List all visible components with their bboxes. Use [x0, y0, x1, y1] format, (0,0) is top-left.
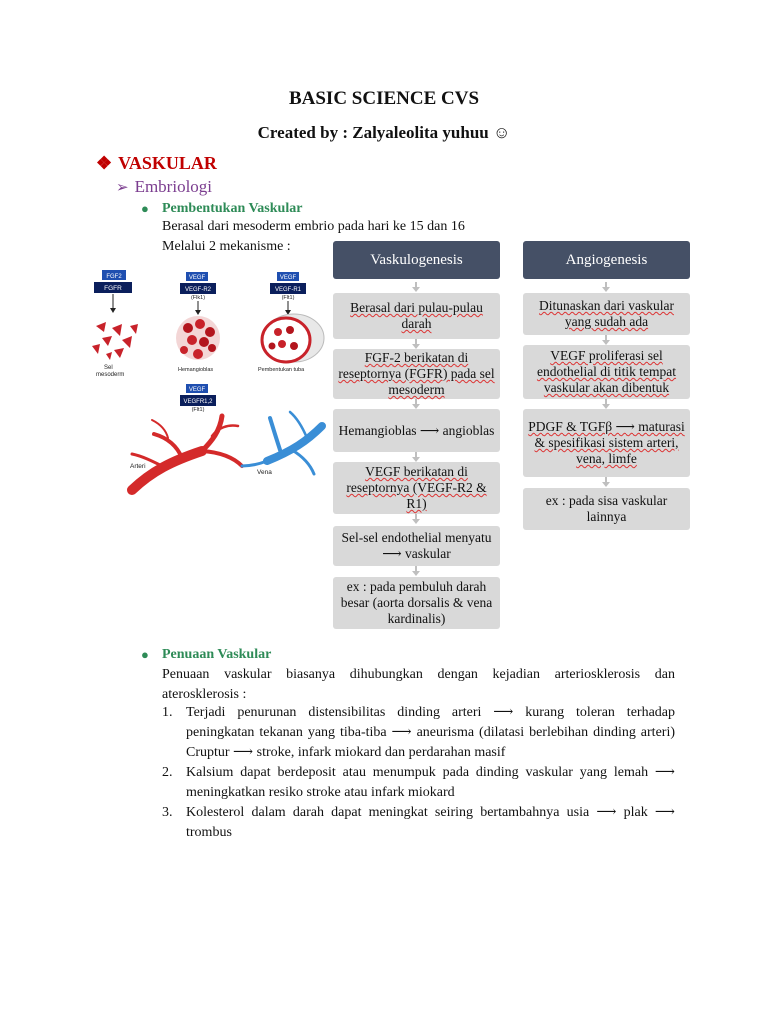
artery-branches — [132, 416, 242, 490]
angiogenesis-step-4 — [523, 488, 690, 530]
fgf2-text: FGF2 — [106, 274, 122, 280]
vegf-label-3: VEGF — [188, 387, 206, 393]
figure-illustration — [82, 266, 327, 502]
flt1-label: (Flt1) — [281, 295, 295, 301]
step-text: VEGF proliferasi sel endothelial di titik tempat vaskular akan dibentuk — [536, 348, 677, 395]
vascular-development-figure — [82, 266, 327, 502]
vegfr1-label: VEGF-R1 — [274, 287, 302, 293]
bullet-dot-icon: ● — [141, 201, 149, 216]
subsection-heading-embriologi — [116, 177, 212, 197]
list-text: Kalsium dapat berdeposit atau menumpuk pada dinding vaskular yang lemah ⟶ meningkatkan resiko stroke atau infark miokard — [186, 765, 675, 800]
paragraph-mekanisme: Melalui 2 mekanisme : — [162, 239, 291, 254]
vegf-label-1: VEGF — [188, 275, 206, 281]
diamond-bullet-icon: ❖ — [96, 153, 113, 173]
section-label: VASKULAR — [118, 153, 217, 173]
arteri-label: Arteri — [130, 463, 146, 470]
tube-formation — [262, 314, 324, 362]
mesoderm-cells — [92, 322, 138, 360]
vaskulogenesis-step-1 — [333, 293, 500, 339]
step-text: Hemangioblas ⟶ angioblas — [338, 422, 495, 438]
vaskulogenesis-step-6 — [333, 577, 500, 629]
hemangioblast-cluster — [176, 316, 220, 360]
step-text: PDGF & TGFβ ⟶ maturasi & spesifikasi sistem arteri, vena, limfe — [528, 419, 685, 466]
list-number: 2. — [162, 765, 173, 780]
vaskulogenesis-step-4 — [333, 462, 500, 514]
bullet-heading-text: Penuaan Vaskular — [162, 647, 272, 662]
vena-label: Vena — [257, 469, 272, 476]
flt1b-label: (Flt1) — [191, 407, 205, 413]
hemangioblas-label: Hemangioblas — [178, 367, 214, 373]
bullet-heading-text: Pembentukan Vaskular — [162, 201, 303, 216]
vegfr2-label: VEGF-R2 — [184, 287, 212, 293]
step-text: Berasal dari pulau-pulau darah — [350, 300, 483, 331]
bullet-heading-penuaan — [141, 647, 272, 663]
list-item — [162, 763, 675, 803]
list-text: Kolesterol dalam darah dapat meningkat seiring bertambahnya usia ⟶ plak ⟶ trombus — [186, 805, 675, 840]
vaskulogenesis-step-3 — [333, 409, 500, 452]
flk1-label: (Flk1) — [190, 295, 206, 301]
document-title: BASIC SCIENCE CVS — [288, 88, 480, 109]
arrow-bullet-icon: ➢ — [116, 180, 129, 196]
mesoderm-label: mesoderm — [96, 372, 125, 378]
step-text: FGF-2 berikatan di reseptornya (FGFR) pada sel mesoderm — [338, 350, 495, 397]
vegf-label-2: VEGF — [279, 275, 297, 281]
penuaan-list — [162, 703, 675, 843]
vaskulogenesis-step-5 — [333, 526, 500, 566]
step-text: VEGF berikatan di reseptornya (VEGF-R2 & R1) — [346, 464, 487, 511]
list-item — [162, 703, 675, 763]
step-text: ex : pada pembuluh darah besar (aorta dorsalis & vena kardinalis) — [340, 579, 493, 626]
angiogenesis-header: Angiogenesis — [523, 241, 690, 279]
subsection-label: Embriologi — [134, 177, 213, 196]
vein-branches — [242, 412, 322, 474]
angiogenesis-step-3 — [523, 409, 690, 477]
step-text: Sel-sel endothelial menyatu ⟶ vaskular — [341, 530, 492, 561]
bullet-dot-icon: ● — [141, 647, 149, 662]
list-item — [162, 803, 675, 843]
paragraph-asal: Berasal dari mesoderm embrio pada hari ke 15 dan 16 — [162, 219, 465, 234]
step-text: Ditunaskan dari vaskular yang sudah ada — [539, 298, 674, 329]
tuba-label: Pembentukan tuba — [258, 367, 305, 373]
vaskulogenesis-header: Vaskulogenesis — [333, 241, 500, 279]
list-number: 1. — [162, 705, 173, 720]
step-text: ex : pada sisa vaskular lainnya — [545, 493, 668, 524]
fgfr-text: FGFR — [104, 285, 122, 292]
penuaan-intro: Penuaan vaskular biasanya dihubungkan dengan kejadian arteriosklerosis dan aterosklerosis : — [162, 667, 675, 702]
vegfr12-label: VEGFR1,2 — [183, 399, 213, 405]
bullet-heading-pembentukan — [141, 201, 303, 217]
vaskulogenesis-step-2 — [333, 349, 500, 399]
angiogenesis-step-2 — [523, 345, 690, 399]
section-heading-vaskular — [96, 153, 217, 174]
sel-label: Sel — [104, 365, 113, 371]
angiogenesis-step-1 — [523, 293, 690, 335]
list-text: Terjadi penurunan distensibilitas dinding arteri ⟶ kurang toleran terhadap peningkatan tekanan yang tiba-tiba ⟶ aneurisma (dilatasi berlebihan dinding arteri) Cruptur ⟶ stroke, infark miokard dan perdarahan masif — [186, 705, 675, 760]
document-subtitle: Created by : Zalyaleolita yuhuu ☺ — [257, 123, 511, 142]
list-number: 3. — [162, 805, 173, 820]
